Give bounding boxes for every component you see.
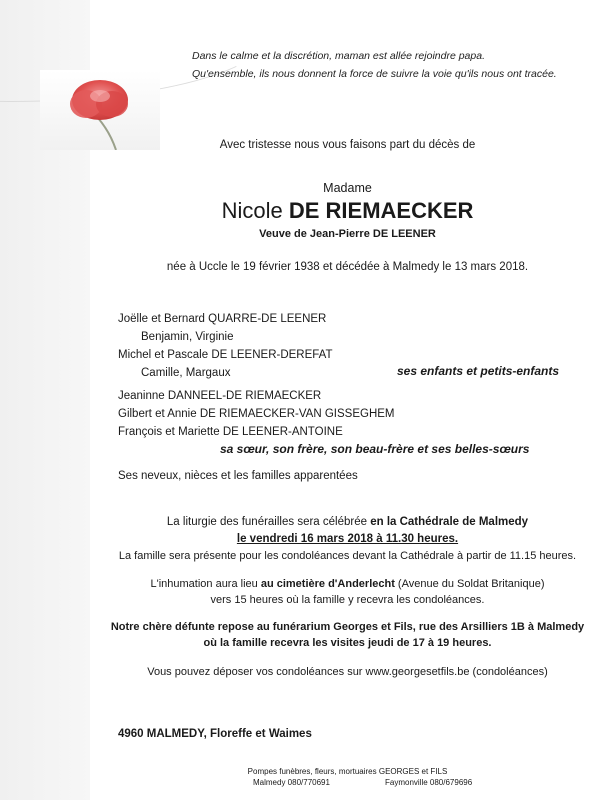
burial-line-2: vers 15 heures où la famille y recevra les condoléances. — [210, 594, 485, 606]
family-line: François et Mariette DE LEENER-ANTOINE — [118, 426, 343, 438]
family-line: Michel et Pascale DE LEENER-DEREFAT — [118, 349, 333, 361]
condolences-info: La famille sera présente pour les condoléances devant la Cathédrale à partir de 11.15 heures. — [118, 550, 577, 562]
widow-of: Veuve de Jean-Pierre DE LEENER — [259, 228, 436, 240]
address: 4960 MALMEDY, Floreffe et Waimes — [118, 728, 312, 740]
online-prefix: Vous pouvez déposer vos condoléances sur — [147, 666, 366, 678]
family-line: Joëlle et Bernard QUARRE-DE LEENER — [118, 313, 327, 325]
family-line: Camille, Margaux — [141, 367, 231, 379]
others-line: Ses neveux, nièces et les familles apparentées — [118, 470, 358, 482]
ceremony-date-text: le vendredi 16 mars 2018 à 11.30 heures. — [236, 533, 459, 545]
burial-suffix: (Avenue du Soldat Britanique) — [394, 578, 545, 590]
poppy-flower-icon — [40, 70, 160, 150]
liturgy-place: en la Cathédrale de Malmedy — [370, 516, 529, 528]
liturgy-line — [100, 516, 595, 528]
deceased-first-name: Nicole — [221, 198, 283, 223]
online-suffix: (condoléances) — [469, 666, 548, 678]
quote-line-1: Dans le calme et la discrétion, maman est allée rejoindre papa. — [192, 50, 485, 62]
children-role: ses enfants et petits-enfants — [397, 364, 560, 378]
footer-malmedy: Malmedy 080/770691 — [253, 778, 330, 787]
funeral-home-line-1: Notre chère défunte repose au funérarium Georges et Fils, rue des Arsilliers 1B à Malmedy — [110, 621, 585, 633]
funeral-home-line-2: où la famille recevra les visites jeudi de 17 à 19 heures. — [203, 637, 492, 649]
deceased-last-name: DE RIEMAECKER — [288, 198, 474, 223]
liturgy-prefix: La liturgie des funérailles sera célébrée — [166, 516, 371, 528]
birth-death: née à Uccle le 19 février 1938 et décédée à Malmedy le 13 mars 2018. — [166, 261, 529, 273]
quote-line-2: Qu'ensemble, ils nous donnent la force de suivre la voie qu'ils nous ont tracée. — [192, 68, 557, 80]
online-url[interactable]: www.georgesetfils.be — [365, 666, 470, 678]
footer-faymonville: Faymonville 080/679696 — [385, 778, 473, 787]
siblings-role: sa sœur, son frère, son beau-frère et ses belles-sœurs — [220, 442, 530, 456]
family-line: Benjamin, Virginie — [141, 331, 234, 343]
footer-line-1: Pompes funèbres, fleurs, mortuaires GEORGES et FILS — [247, 767, 448, 776]
burial-prefix: L'inhumation aura lieu — [150, 578, 261, 590]
online-condolences — [100, 666, 595, 678]
deceased-name — [100, 198, 595, 224]
ceremony-date — [100, 533, 595, 545]
announcement: Avec tristesse nous vous faisons part du décès de — [219, 139, 476, 151]
burial-line — [100, 578, 595, 590]
family-line: Gilbert et Annie DE RIEMAECKER-VAN GISSEGHEM — [118, 408, 395, 420]
family-line: Jeaninne DANNEEL-DE RIEMAECKER — [118, 390, 322, 402]
burial-place: au cimetière d'Anderlecht — [260, 578, 395, 590]
deceased-title: Madame — [323, 181, 372, 195]
poppy-image — [40, 70, 160, 150]
